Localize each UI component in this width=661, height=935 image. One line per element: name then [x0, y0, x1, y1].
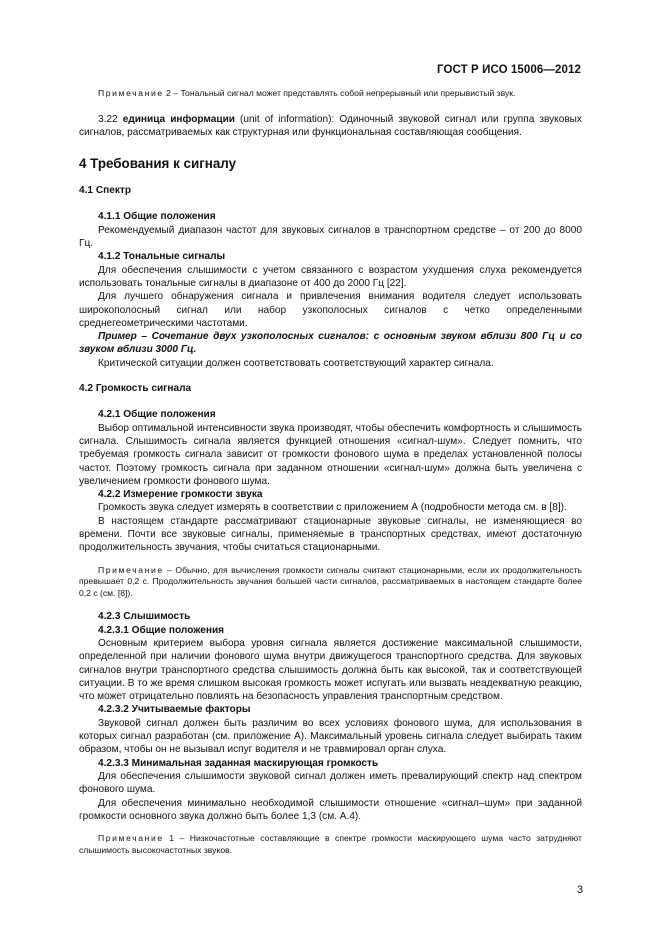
note-text: 2 – Тональный сигнал может представлять собой непрерывный или прерывистый звук.	[163, 88, 516, 98]
note-low-frequency	[79, 833, 582, 856]
page-number: 3	[577, 884, 584, 896]
section-4-2-1-heading: 4.2.1 Общие положения	[98, 409, 216, 421]
note-label: Примечание	[98, 833, 164, 844]
section-4-2-3-3-heading: 4.2.3.3 Минимальная заданная маскирующая громкость	[98, 757, 379, 769]
section-4-1-2-heading: 4.1.2 Тональные сигналы	[98, 251, 226, 263]
section-4-2-1-text: Выбор оптимальной интенсивности звука производят, чтобы обеспечить комфортность и слышимость сигнала. Слышимость сигнала является функцией отношения «сигнал-шум». Следует помнить, что требуемая громкость сигнала зависит от громкости фонового шума в пределах установленной полосы частот. Поэтому громкость сигнала при заданном отношении «сигнал-шум» должна быть увеличена с увеличением громкости фонового шума.	[79, 422, 582, 487]
definition-term: единица информации	[122, 113, 235, 125]
section-4-2-3-2-heading: 4.2.3.2 Учитываемые факторы	[98, 704, 251, 716]
section-4-2-heading: 4.2 Громкость сигнала	[79, 383, 192, 395]
document-number-header: ГОСТ Р ИСО 15006—2012	[436, 64, 581, 76]
section-4-1-1-heading: 4.1.1 Общие положения	[98, 211, 216, 223]
section-4-1-2-para-3: Критической ситуации должен соответствовать соответствующий характер сигнала.	[98, 357, 494, 369]
section-4-1-2-para-2: Для лучшего обнаружения сигнала и привлечения внимания водителя следует использовать широкополосный сигнал или набор узкополосных сигналов с четко определенными среднегеометрическими частотами.	[79, 291, 582, 329]
section-4-2-3-2-text: Звуковой сигнал должен быть различим во всех условиях фонового шума, для использования в которых сигнал разработан (см. приложение А). Максимальный уровень сигнала следует выбирать таким образом, чтобы он не вызывал испуг водителя и не травмировал орган слуха.	[79, 717, 582, 756]
section-4-2-2-para-2: В настоящем стандарте рассматривают стационарные звуковые сигналы, не изменяющиеся во времени. Почти все звуковые сигналы, применяемые в транспортных средствах, имеют достаточную продолжительность звучания, чтобы считаться стационарными.	[79, 515, 582, 554]
section-4-1-2-example: Пример – Сочетание двух узкополосных сигналов: с основным звуком вблизи 800 Гц и со звуком вблизи 3000 Гц.	[79, 331, 582, 356]
definition-text: (unit of information): Одиночный звуковой сигнал или группа звуковых сигналов, рассматриваемых как структурная или функциональная составляющая сообщения.	[79, 113, 582, 138]
note-tonal-signal	[79, 88, 582, 100]
section-4-1-heading: 4.1 Спектр	[79, 185, 131, 197]
note-label: Примечание	[98, 564, 164, 575]
section-4-1-2-para-1: Для обеспечения слышимости с учетом связанного с возрастом ухудшения слуха рекомендуется использовать тональные сигналы в диапазоне от 400 до 2000 Гц [22].	[79, 264, 582, 289]
section-4-2-3-3-para-2: Для обеспечения минимально необходимой слышимости отношение «сигнал–шум» при заданной громкости основного звука должно быть более 1,3 (см. А.4).	[79, 797, 582, 822]
section-4-2-3-heading: 4.2.3 Слышимость	[98, 611, 191, 623]
page-content	[79, 82, 582, 856]
note-label: Примечание	[98, 88, 164, 98]
section-4-heading: 4 Требования к сигналу	[79, 156, 237, 172]
definition-3-22	[79, 113, 582, 140]
definition-number: 3.22	[98, 113, 123, 125]
section-4-2-3-1-text: Основным критерием выбора уровня сигнала является достижение максимальной слышимости, определенной при наличии фонового шума внутри движущегося транспортного средства. Для звуковых сигналов внутри транспортного средства слышимость должна быть как высокой, так и соответствующей ситуации. В то же время слишком высокая громкость может испугать или вызвать неадекватную реакцию, что может отрицательно повлиять на безопасность управления транспортным средством.	[79, 637, 582, 703]
section-4-2-2-para-1: Громкость звука следует измерять в соответствии с приложением А (подробности метода см. в [8]).	[98, 502, 567, 514]
note-text: 1 – Низкочастотные составляющие в спектре громкости маскирующего шума часто затрудняют слышимость высокочастотных звуков.	[79, 833, 582, 855]
section-4-2-3-3-para-1: Для обеспечения слышимости звуковой сигнал должен иметь превалирующий спектр над спектром фонового шума.	[79, 770, 582, 796]
section-4-2-2-heading: 4.2.2 Измерение громкости звука	[98, 489, 263, 501]
section-4-2-3-1-heading: 4.2.3.1 Общие положения	[98, 624, 225, 636]
section-4-1-1-text: Рекомендуемый диапазон частот для звуковых сигналов в транспортном средстве – от 200 до 8000 Гц.	[79, 224, 582, 250]
note-stationary-signals	[79, 565, 582, 600]
note-text: – Обычно, для вычисления громкости сигналы считают стационарными, если их продолжительность превышает 0,2 с. Продолжительность звучания большей части сигналов, рассматриваемых в настоящем стандарте более 0,2 с (см. [8]).	[79, 564, 582, 598]
